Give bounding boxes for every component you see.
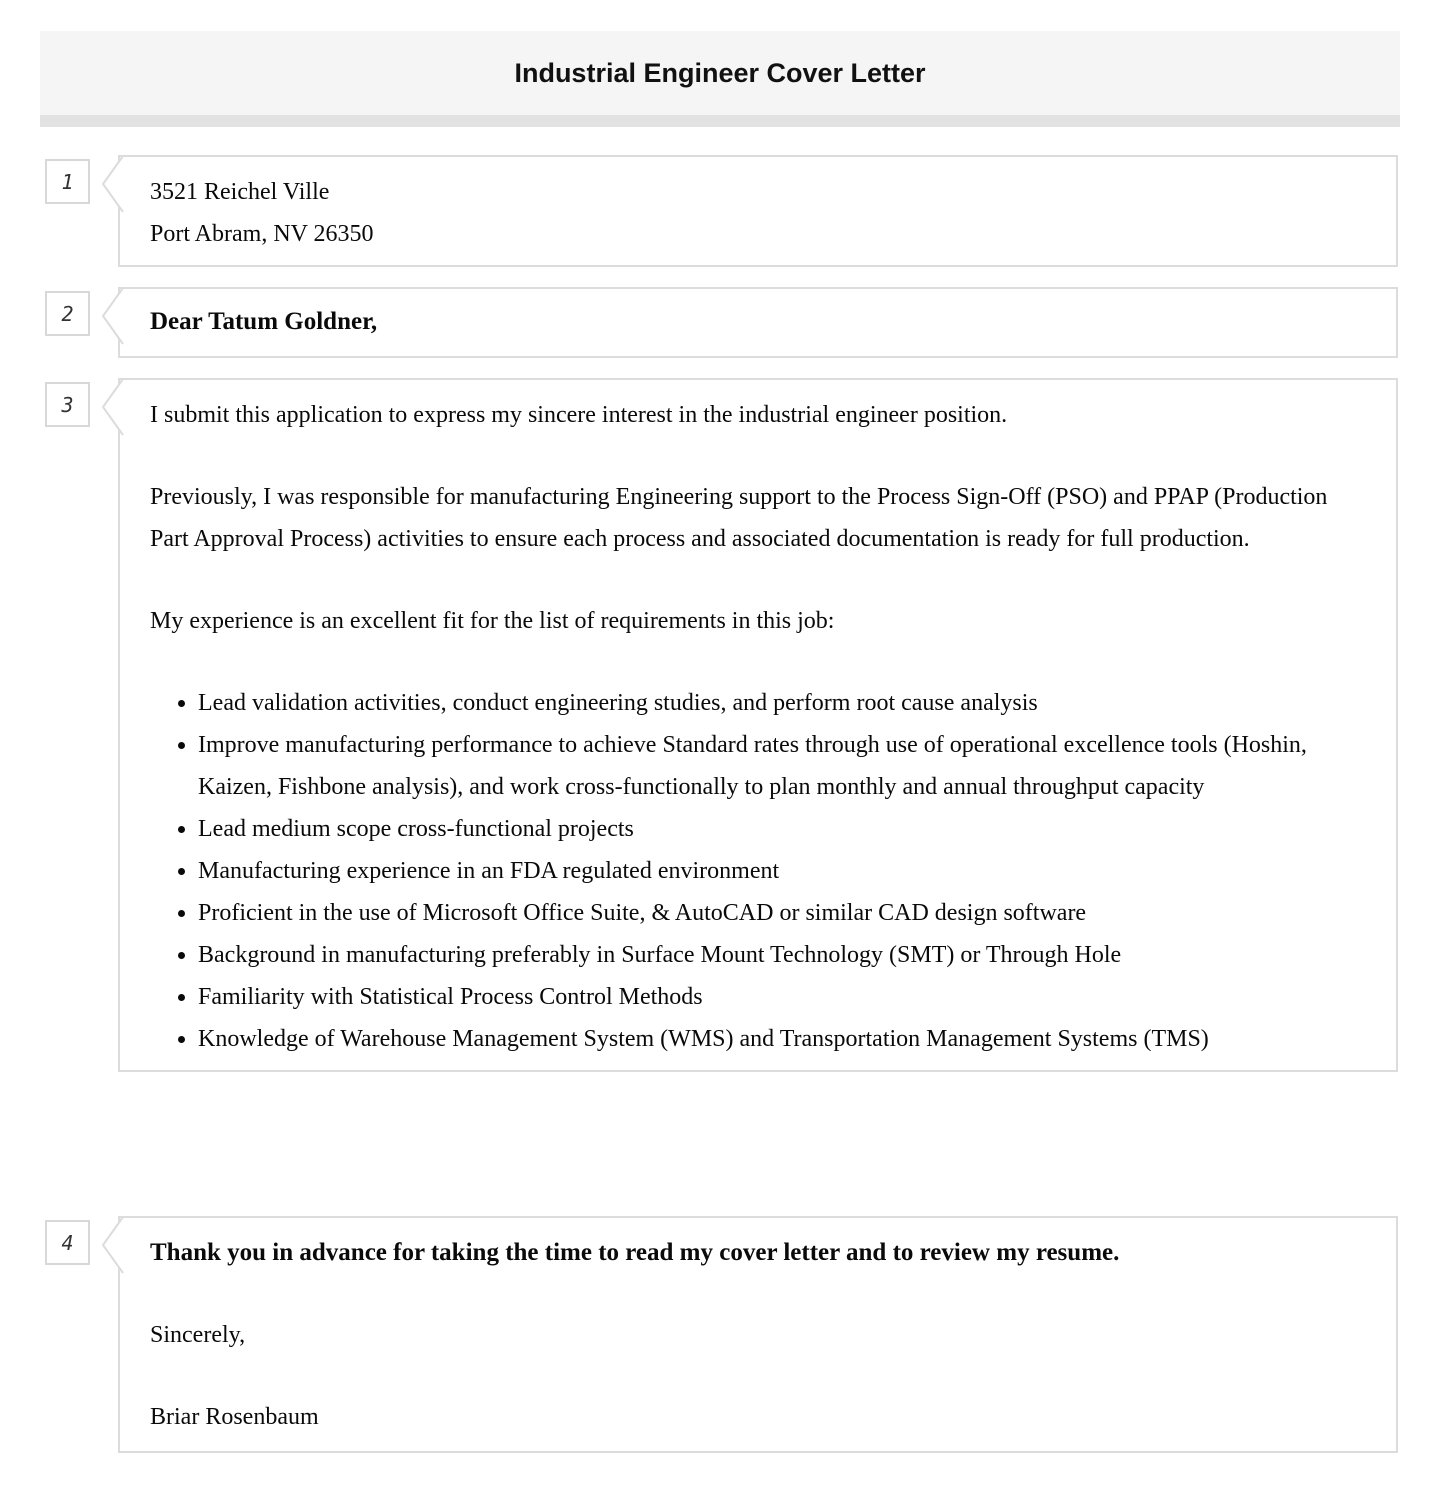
signoff-text: Sincerely, — [150, 1322, 246, 1348]
list-item: • Proficient in the use of Microsoft Office Suite, & AutoCAD or similar CAD design software — [198, 892, 1366, 934]
requirements-list — [150, 682, 1366, 1060]
list-item: • Manufacturing experience in an FDA regulated environment — [198, 850, 1366, 892]
section-number-badge — [45, 291, 90, 336]
list-item: • Improve manufacturing performance to achieve Standard rates through use of operational excellence tools (Hoshin, Kaizen, Fishbone analysis), and work cross-functionally to plan monthly and annual throughput capacity — [198, 724, 1366, 808]
section-number-badge — [45, 1220, 90, 1265]
body-paragraph: I submit this application to express my sincere interest in the industrial engineer position. — [150, 402, 1008, 428]
list-item: • Familiarity with Statistical Process Control Methods — [198, 976, 1366, 1018]
section-address[interactable] — [61, 155, 1398, 267]
address-line-2: Port Abram, NV 26350 — [150, 221, 374, 247]
closing-statement: Thank you in advance for taking the time to read my cover letter and to review my resume. — [150, 1239, 1120, 1266]
list-item: • Lead validation activities, conduct engineering studies, and perform root cause analysis — [198, 682, 1366, 724]
badge-number: 4 — [61, 1230, 74, 1255]
body-paragraph: My experience is an excellent fit for the list of requirements in this job: — [150, 608, 835, 634]
list-item: • Knowledge of Warehouse Management System (WMS) and Transportation Management Systems (TMS) — [198, 1018, 1238, 1060]
section-pointer-icon — [100, 155, 124, 215]
section-pointer-icon — [100, 1216, 124, 1276]
document-header — [40, 31, 1400, 127]
section-pointer-icon — [100, 378, 124, 438]
list-item: • Lead medium scope cross-functional projects — [198, 808, 1366, 850]
list-item: • Background in manufacturing preferably in Surface Mount Technology (SMT) or Through Hole — [198, 934, 1366, 976]
section-closing[interactable] — [61, 1216, 1398, 1453]
section-number-badge — [45, 159, 90, 204]
body-paragraph: Previously, I was responsible for manufacturing Engineering support to the Process Sign-Off (PSO) and PPAP (Production Part Approval Process) activities to ensure each process and associated documentation is ready for full production. — [150, 484, 1328, 552]
badge-number: 1 — [61, 169, 74, 194]
section-pointer-icon — [100, 287, 124, 347]
badge-number: 3 — [61, 392, 74, 417]
badge-number: 2 — [61, 301, 74, 326]
salutation-text: Dear Tatum Goldner, — [150, 308, 378, 335]
section-salutation[interactable] — [61, 287, 1398, 358]
signature-name: Briar Rosenbaum — [150, 1404, 319, 1430]
section-body[interactable] — [61, 378, 1398, 1072]
address-line-1: 3521 Reichel Ville — [150, 179, 330, 205]
section-number-badge — [45, 382, 90, 427]
page-title: Industrial Engineer Cover Letter — [514, 58, 926, 88]
